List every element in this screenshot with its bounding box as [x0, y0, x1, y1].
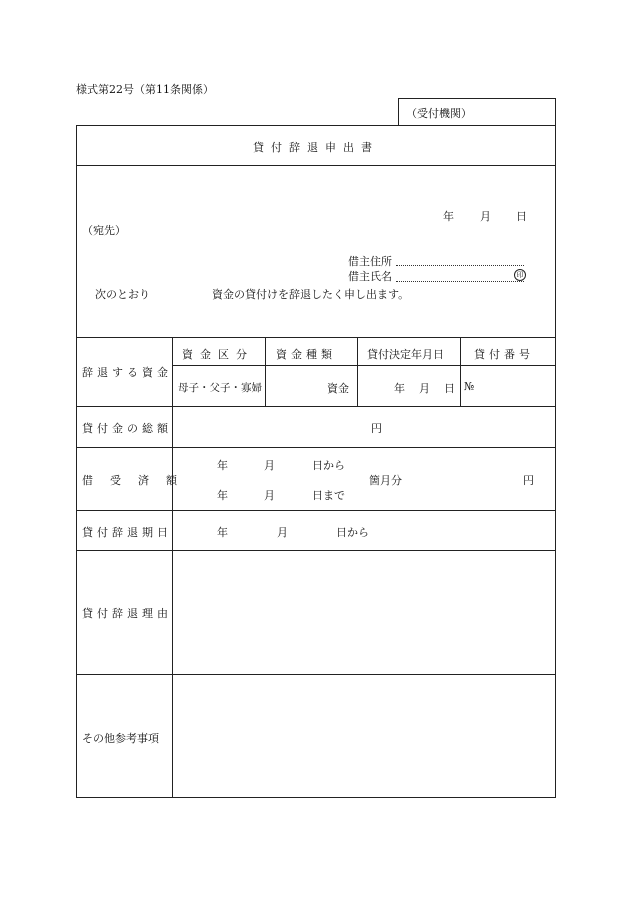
fund-category-value: 母子・父子・寡婦 [178, 382, 262, 394]
borrower-address-field[interactable] [396, 265, 524, 266]
addressee-label: （宛先） [82, 224, 126, 237]
received-to-month: 月 [264, 489, 275, 502]
header-fund-category: 資金区分 [182, 348, 254, 361]
date-day-label: 日 [516, 210, 527, 223]
divider [76, 165, 556, 166]
divider [76, 674, 556, 675]
received-to-day: 日まで [312, 489, 345, 502]
divider [76, 447, 556, 448]
decline-date-section-label: 貸付辞退期日 [82, 526, 172, 539]
reason-field[interactable] [174, 553, 554, 672]
decline-date-year: 年 [217, 526, 228, 539]
other-notes-section-label: その他参考事項 [82, 732, 159, 745]
total-section-label: 貸付金の総額 [82, 422, 172, 435]
header-fund-type: 資金種類 [276, 348, 336, 361]
divider [76, 406, 556, 407]
divider [76, 510, 556, 511]
borrower-address-label: 借主住所 [348, 255, 392, 268]
decision-date-month: 月 [419, 382, 430, 395]
total-unit: 円 [371, 422, 382, 435]
statement-suffix: 資金の貸付けを辞退したく申し出ます。 [212, 288, 410, 301]
divider [76, 550, 556, 551]
borrower-name-label: 借主氏名 [348, 270, 392, 283]
decline-date-month: 月 [277, 526, 288, 539]
decision-date-year: 年 [394, 382, 405, 395]
divider [357, 337, 358, 406]
form-title: 貸付辞退申出書 [253, 141, 379, 154]
received-section-label: 借受済額 [82, 474, 194, 487]
divider [172, 365, 556, 366]
reason-section-label: 貸付辞退理由 [82, 607, 172, 620]
borrower-name-field[interactable] [396, 281, 524, 282]
header-decision-date: 貸付決定年月日 [367, 348, 444, 361]
received-to-year: 年 [217, 489, 228, 502]
decision-date-day: 日 [444, 382, 455, 395]
date-year-label: 年 [443, 210, 454, 223]
received-from-month: 月 [264, 459, 275, 472]
received-from-day: 日から [312, 459, 345, 472]
date-month-label: 月 [480, 210, 491, 223]
divider [76, 337, 556, 338]
received-from-year: 年 [217, 459, 228, 472]
fund-type-suffix: 資金 [327, 382, 349, 395]
divider [265, 337, 266, 406]
seal-mark: 印 [514, 269, 526, 281]
other-notes-field[interactable] [174, 677, 554, 796]
header-loan-number: 貸付番号 [474, 348, 534, 361]
fund-section-label: 辞退する資金 [82, 366, 172, 379]
reception-box-label: （受付機関） [406, 107, 472, 120]
statement-prefix: 次のとおり [95, 288, 150, 301]
form-number-label: 様式第22号（第11条関係） [76, 83, 214, 96]
decline-date-day: 日から [336, 526, 369, 539]
received-months-label: 箇月分 [369, 474, 402, 487]
divider [460, 337, 461, 406]
loan-number-prefix: № [464, 380, 475, 393]
received-unit: 円 [523, 474, 534, 487]
